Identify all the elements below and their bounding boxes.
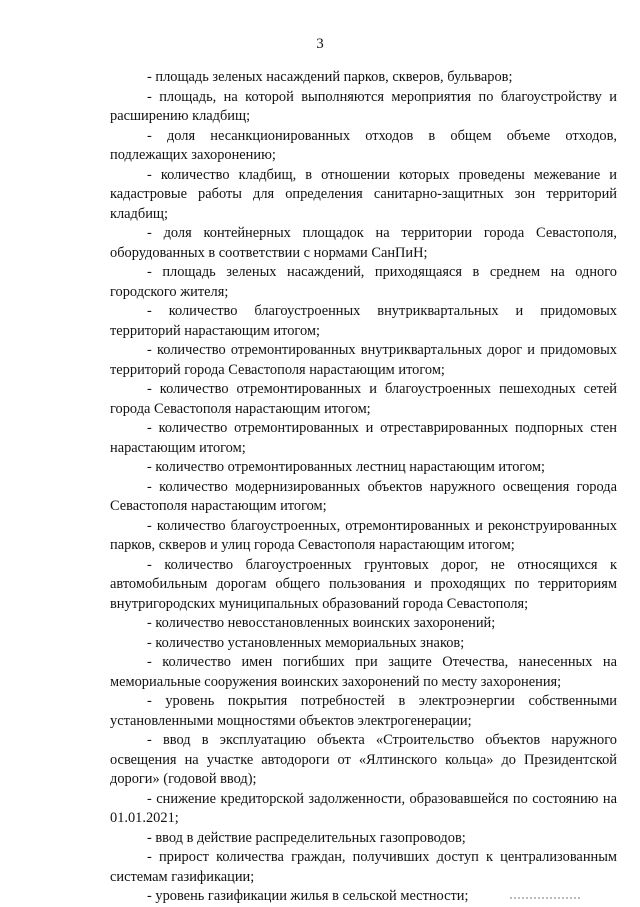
list-item: - площадь зеленых насаждений, приходящаяся в среднем на одного городского жителя;: [110, 264, 617, 300]
list-item: - ввод в действие распределительных газопроводов;: [147, 829, 466, 846]
list-item: - количество отремонтированных и благоустроенных пешеходных сетей города Севастополя нарастающим итогом;: [110, 381, 617, 417]
list-item: - количество невосстановленных воинских захоронений;: [147, 615, 496, 631]
list-item: - количество отремонтированных лестниц нарастающим итогом;: [147, 459, 545, 475]
list-item: - прирост количества граждан, получивших доступ к централизованным системам газификации;: [110, 849, 617, 885]
indicator-list: [110, 68, 617, 907]
list-item: - количество модернизированных объектов наружного освещения города Севастополя нарастающим итогом;: [110, 478, 617, 514]
list-item: - количество отремонтированных внутриквартальных дорог и придомовых территорий города Севастополя нарастающим итогом;: [110, 342, 617, 378]
list-item: - количество благоустроенных, отремонтированных и реконструированных парков, скверов и улиц города Севастополя нарастающим итогом;: [110, 517, 617, 553]
list-item: - площадь зеленых насаждений парков, скверов, бульваров;: [147, 69, 513, 85]
list-item: - снижение кредиторской задолженности, образовавшейся по состоянию на 01.01.2021;: [110, 790, 617, 826]
list-item: - доля контейнерных площадок на территории города Севастополя, оборудованных в соответствии с нормами СанПиН;: [110, 225, 617, 261]
list-item: - уровень газификации жилья в сельской местности;: [147, 888, 469, 904]
list-item: - уровень покрытия потребностей в электроэнергии собственными установленными мощностями объектов электрогенерации;: [110, 693, 617, 729]
list-item: - количество отремонтированных и отреставрированных подпорных стен нарастающим итогом;: [110, 420, 617, 456]
list-item: - ввод в эксплуатацию объекта «Строительство объектов наружного освещения на участке автодороги от «Ялтинского кольца» до Президентской дороги» (годовой ввод);: [110, 732, 617, 787]
scan-artifact: [510, 897, 580, 899]
list-item: - площадь, на которой выполняются мероприятия по благоустройству и расширению кладбищ;: [110, 88, 617, 124]
list-item: - количество благоустроенных грунтовых дорог, не относящихся к автомобильным дорогам общего пользования и проходящих по территориям внутригородских муниципальных образований города Севастополя;: [110, 556, 617, 612]
page-number: 3: [316, 36, 324, 52]
list-item: - количество имен погибших при защите Отечества, нанесенных на мемориальные сооружения воинских захоронений по месту захоронения;: [110, 654, 617, 690]
list-item: - количество благоустроенных внутриквартальных и придомовых территорий нарастающим итогом;: [110, 303, 617, 339]
list-item: - количество кладбищ, в отношении которых проведены межевание и кадастровые работы для определения санитарно-защитных зон территорий кладбищ;: [110, 166, 617, 222]
list-item: - количество установленных мемориальных знаков;: [147, 634, 465, 651]
list-item: - доля несанкционированных отходов в общем объеме отходов, подлежащих захоронению;: [110, 127, 617, 163]
